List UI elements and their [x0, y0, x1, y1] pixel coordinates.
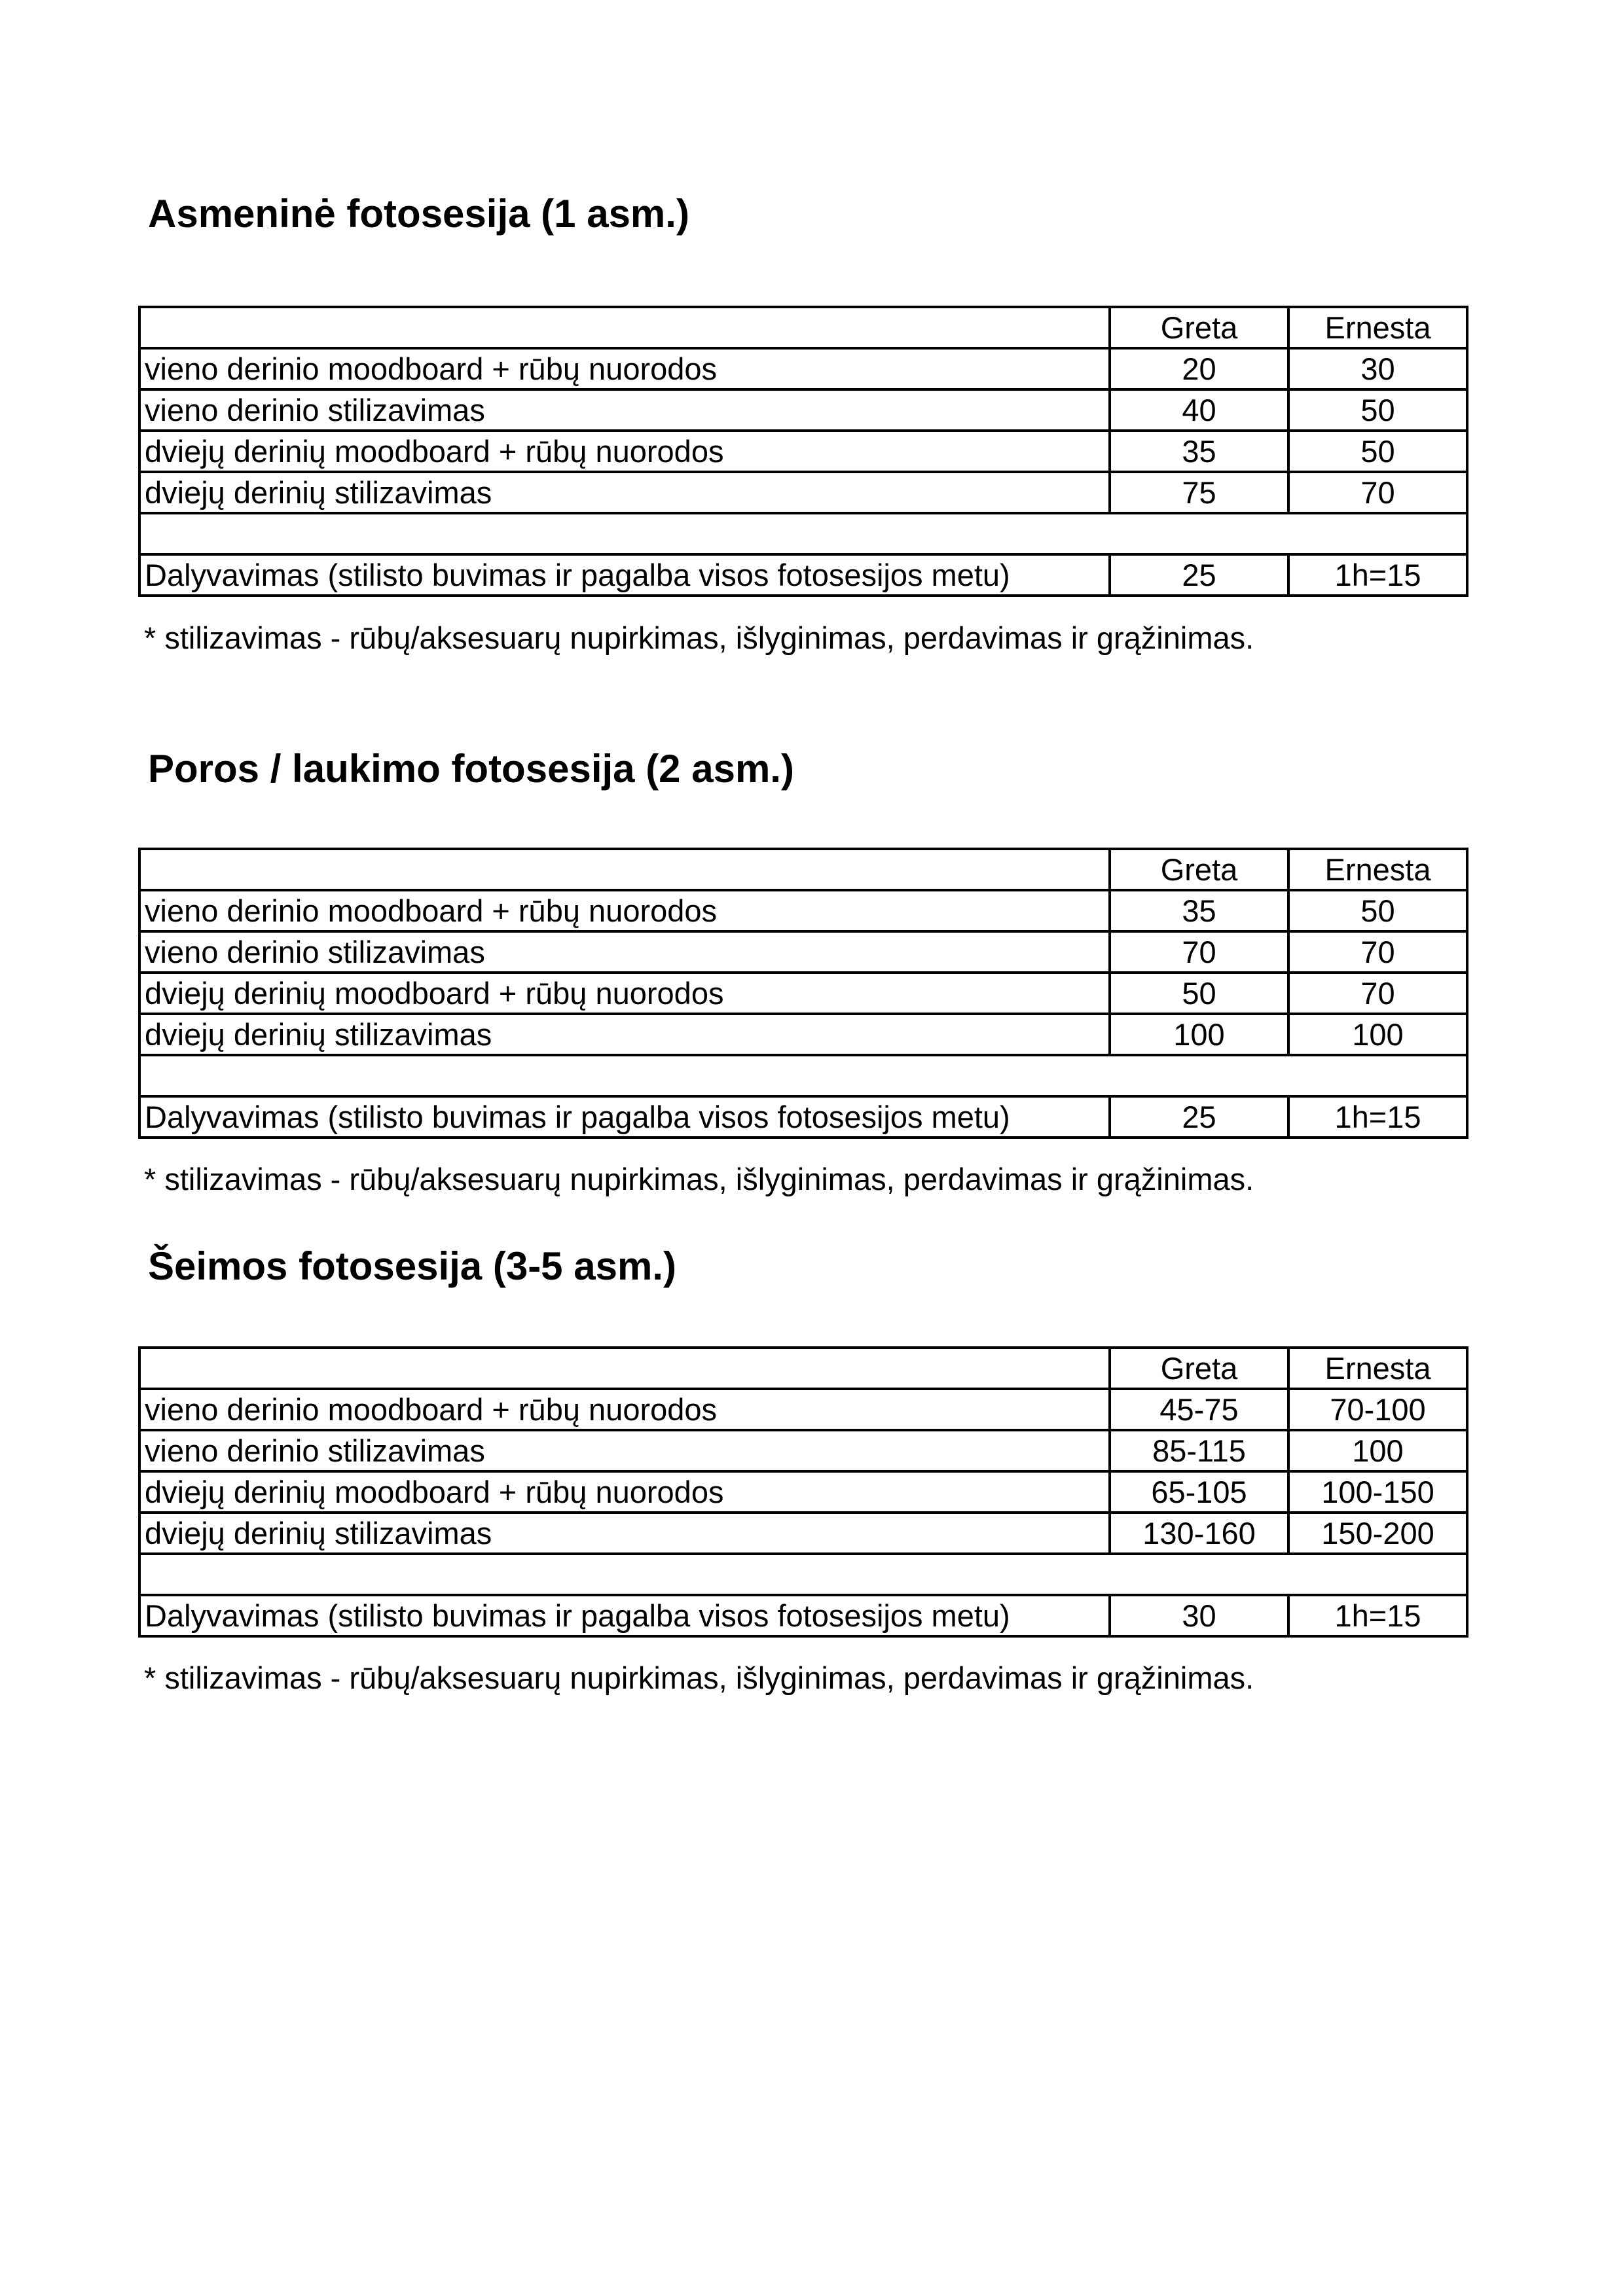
participation-ernesta: 1h=15 — [1288, 554, 1467, 596]
table-row — [139, 1430, 1467, 1471]
footnote-family: * stilizavimas - rūbų/aksesuarų nupirkimas, išlyginimas, perdavimas ir grąžinimas. — [144, 1660, 1254, 1695]
table-row — [139, 931, 1467, 973]
header-empty-cell — [139, 307, 1110, 348]
spacer-row — [139, 513, 1467, 554]
price-greta: 35 — [1110, 431, 1288, 472]
spacer-cell — [139, 1554, 1467, 1595]
section-title-family: Šeimos fotosesija (3-5 asm.) — [148, 1244, 676, 1288]
row-label: dviejų derinių stilizavimas — [139, 1513, 1110, 1554]
header-ernesta: Ernesta — [1288, 307, 1467, 348]
footnote-personal: * stilizavimas - rūbų/aksesuarų nupirkimas, išlyginimas, perdavimas ir grąžinimas. — [144, 620, 1254, 655]
price-ernesta: 70 — [1288, 472, 1467, 513]
table-row — [139, 389, 1467, 431]
table-row — [139, 348, 1467, 389]
price-greta: 20 — [1110, 348, 1288, 389]
price-greta: 50 — [1110, 973, 1288, 1014]
table-row — [139, 890, 1467, 931]
row-label: vieno derinio stilizavimas — [139, 389, 1110, 431]
row-label: vieno derinio stilizavimas — [139, 931, 1110, 973]
spacer-cell — [139, 1055, 1467, 1096]
price-greta: 65-105 — [1110, 1471, 1288, 1513]
section-title-personal: Asmeninė fotosesija (1 asm.) — [148, 192, 689, 236]
participation-ernesta: 1h=15 — [1288, 1096, 1467, 1138]
row-label: dviejų derinių moodboard + rūbų nuorodos — [139, 1471, 1110, 1513]
row-label: dviejų derinių moodboard + rūbų nuorodos — [139, 431, 1110, 472]
price-table-family — [138, 1346, 1468, 1638]
table-row — [139, 431, 1467, 472]
participation-ernesta: 1h=15 — [1288, 1595, 1467, 1636]
participation-label: Dalyvavimas (stilisto buvimas ir pagalba visos fotosesijos metu) — [139, 1096, 1110, 1138]
header-greta: Greta — [1110, 1348, 1288, 1389]
header-ernesta: Ernesta — [1288, 1348, 1467, 1389]
section-title-couple: Poros / laukimo fotosesija (2 asm.) — [148, 747, 794, 791]
price-greta: 70 — [1110, 931, 1288, 973]
footnote-couple: * stilizavimas - rūbų/aksesuarų nupirkimas, išlyginimas, perdavimas ir grąžinimas. — [144, 1162, 1254, 1196]
price-greta: 40 — [1110, 389, 1288, 431]
participation-row — [139, 1595, 1467, 1636]
row-label: dviejų derinių moodboard + rūbų nuorodos — [139, 973, 1110, 1014]
participation-greta: 30 — [1110, 1595, 1288, 1636]
table-row — [139, 472, 1467, 513]
header-empty-cell — [139, 1348, 1110, 1389]
participation-row — [139, 1096, 1467, 1138]
price-greta: 100 — [1110, 1014, 1288, 1055]
price-ernesta: 50 — [1288, 431, 1467, 472]
price-ernesta: 100-150 — [1288, 1471, 1467, 1513]
price-ernesta: 100 — [1288, 1430, 1467, 1471]
price-ernesta: 70-100 — [1288, 1389, 1467, 1430]
spacer-row — [139, 1055, 1467, 1096]
price-ernesta: 150-200 — [1288, 1513, 1467, 1554]
row-label: vieno derinio moodboard + rūbų nuorodos — [139, 1389, 1110, 1430]
row-label: vieno derinio stilizavimas — [139, 1430, 1110, 1471]
table-header-row — [139, 1348, 1467, 1389]
price-ernesta: 70 — [1288, 973, 1467, 1014]
table-row — [139, 973, 1467, 1014]
participation-greta: 25 — [1110, 1096, 1288, 1138]
table-row — [139, 1513, 1467, 1554]
participation-greta: 25 — [1110, 554, 1288, 596]
header-greta: Greta — [1110, 307, 1288, 348]
price-table-personal — [138, 306, 1468, 597]
table-header-row — [139, 849, 1467, 890]
price-ernesta: 50 — [1288, 890, 1467, 931]
participation-label: Dalyvavimas (stilisto buvimas ir pagalba visos fotosesijos metu) — [139, 1595, 1110, 1636]
row-label: vieno derinio moodboard + rūbų nuorodos — [139, 348, 1110, 389]
price-greta: 85-115 — [1110, 1430, 1288, 1471]
price-greta: 75 — [1110, 472, 1288, 513]
row-label: dviejų derinių stilizavimas — [139, 1014, 1110, 1055]
header-empty-cell — [139, 849, 1110, 890]
table-row — [139, 1389, 1467, 1430]
row-label: vieno derinio moodboard + rūbų nuorodos — [139, 890, 1110, 931]
table-header-row — [139, 307, 1467, 348]
price-greta: 35 — [1110, 890, 1288, 931]
price-greta: 130-160 — [1110, 1513, 1288, 1554]
participation-label: Dalyvavimas (stilisto buvimas ir pagalba visos fotosesijos metu) — [139, 554, 1110, 596]
price-ernesta: 100 — [1288, 1014, 1467, 1055]
price-table-couple — [138, 848, 1468, 1139]
header-greta: Greta — [1110, 849, 1288, 890]
price-greta: 45-75 — [1110, 1389, 1288, 1430]
price-ernesta: 30 — [1288, 348, 1467, 389]
table-row — [139, 1014, 1467, 1055]
spacer-cell — [139, 513, 1467, 554]
participation-row — [139, 554, 1467, 596]
header-ernesta: Ernesta — [1288, 849, 1467, 890]
table-row — [139, 1471, 1467, 1513]
row-label: dviejų derinių stilizavimas — [139, 472, 1110, 513]
price-ernesta: 70 — [1288, 931, 1467, 973]
spacer-row — [139, 1554, 1467, 1595]
price-ernesta: 50 — [1288, 389, 1467, 431]
